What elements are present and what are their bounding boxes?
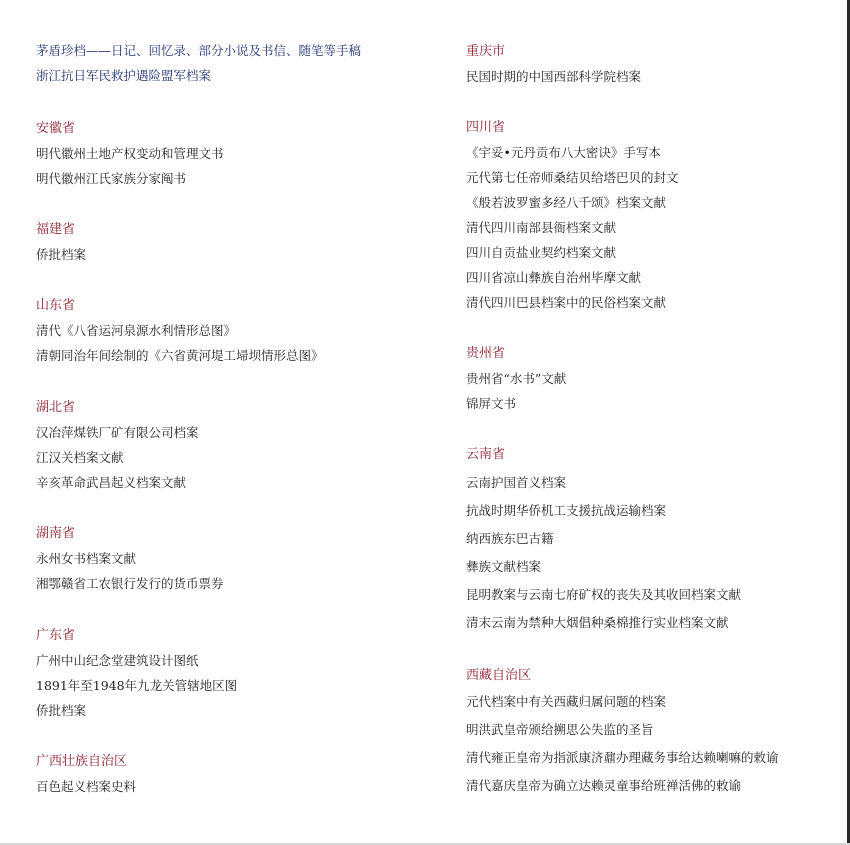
province-heading: 云南省 bbox=[466, 447, 506, 462]
list-item: 民国时期的中国西部科学院档案 bbox=[466, 69, 642, 84]
province-heading: 四川省 bbox=[466, 120, 506, 135]
list-item: 清代四川巴县档案中的民俗档案文献 bbox=[466, 295, 667, 310]
section-guangxi bbox=[36, 753, 436, 794]
province-heading: 西藏自治区 bbox=[466, 668, 532, 683]
list-item: 纳西族东巴古籍 bbox=[466, 531, 554, 546]
list-item: 清代雍正皇帝为指派康济鼐办理藏务事给达赖喇嘛的敕谕 bbox=[466, 750, 779, 765]
list-item: 百色起义档案史料 bbox=[36, 779, 137, 794]
list-item: 四川省凉山彝族自治州毕摩文献 bbox=[466, 270, 642, 285]
section-guangdong bbox=[36, 627, 436, 718]
list-item: 江汉关档案文献 bbox=[36, 450, 124, 465]
list-item: 元代档案中有关西藏归属问题的档案 bbox=[466, 694, 667, 709]
province-heading: 重庆市 bbox=[466, 44, 506, 59]
list-item: 贵州省“水书”文献 bbox=[466, 371, 567, 386]
list-item: 抗战时期华侨机工支援抗战运输档案 bbox=[466, 503, 667, 518]
province-heading: 湖南省 bbox=[36, 526, 76, 541]
section-hunan bbox=[36, 525, 436, 591]
list-item: 湘鄂赣省工农银行发行的货币票券 bbox=[36, 576, 224, 591]
list-item: 明代徽州江氏家族分家阄书 bbox=[36, 171, 187, 186]
section-tibet bbox=[466, 667, 850, 793]
province-heading: 山东省 bbox=[36, 298, 76, 313]
list-item: 四川自贡盐业契约档案文献 bbox=[466, 245, 617, 260]
list-item: 浙江抗日军民救护遇险盟军档案 bbox=[36, 68, 212, 83]
list-item: 清朝同治年间绘制的《六省黄河堤工埽坝情形总图》 bbox=[36, 348, 324, 363]
list-item: 辛亥革命武昌起义档案文献 bbox=[36, 475, 187, 490]
province-heading: 湖北省 bbox=[36, 400, 76, 415]
section-guizhou bbox=[466, 345, 850, 411]
list-item: 侨批档案 bbox=[36, 247, 87, 262]
province-heading: 广西壮族自治区 bbox=[36, 754, 128, 769]
section-yunnan bbox=[466, 446, 850, 630]
list-item: 明洪武皇帝颁给搠思公失监的圣旨 bbox=[466, 722, 654, 737]
province-heading: 福建省 bbox=[36, 222, 76, 237]
list-item: 永州女书档案文献 bbox=[36, 551, 137, 566]
province-heading: 广东省 bbox=[36, 628, 76, 643]
list-item: 云南护国首义档案 bbox=[466, 475, 567, 490]
list-item: 1891年至1948年九龙关管辖地区图 bbox=[36, 678, 238, 693]
section-fujian bbox=[36, 221, 436, 262]
list-item: 昆明教案与云南七府矿权的丧失及其收回档案文献 bbox=[466, 587, 742, 602]
list-item: 汉冶萍煤铁厂矿有限公司档案 bbox=[36, 425, 199, 440]
list-item: 明代徽州土地产权变动和管理文书 bbox=[36, 146, 224, 161]
list-item: 元代第七任帝师桑结贝给塔巴贝的封文 bbox=[466, 170, 679, 185]
list-item: 侨批档案 bbox=[36, 703, 87, 718]
list-item: 《宇妥•元丹贡布八大密诀》手写本 bbox=[466, 145, 661, 160]
list-item: 锦屏文书 bbox=[466, 396, 517, 411]
province-heading: 贵州省 bbox=[466, 346, 506, 361]
section-chongqing bbox=[466, 43, 850, 84]
list-item: 清代嘉庆皇帝为确立达赖灵童事给班禅活佛的敕谕 bbox=[466, 778, 742, 793]
list-item: 清末云南为禁种大烟倡种桑棉推行实业档案文献 bbox=[466, 615, 729, 630]
section-shandong bbox=[36, 297, 436, 363]
list-item: 茅盾珍档——日记、回忆录、部分小说及书信、随笔等手稿 bbox=[36, 43, 362, 58]
section-sichuan bbox=[466, 119, 850, 310]
list-item: 《般若波罗蜜多经八千颂》档案文献 bbox=[466, 195, 667, 210]
list-item: 清代《八省运河泉源水利情形总图》 bbox=[36, 323, 237, 338]
list-item: 清代四川南部县衙档案文献 bbox=[466, 220, 617, 235]
list-item: 广州中山纪念堂建筑设计图纸 bbox=[36, 653, 199, 668]
section-anhui bbox=[36, 120, 436, 186]
list-item: 彝族文献档案 bbox=[466, 559, 542, 574]
section-hubei bbox=[36, 399, 436, 490]
province-heading: 安徽省 bbox=[36, 121, 76, 136]
